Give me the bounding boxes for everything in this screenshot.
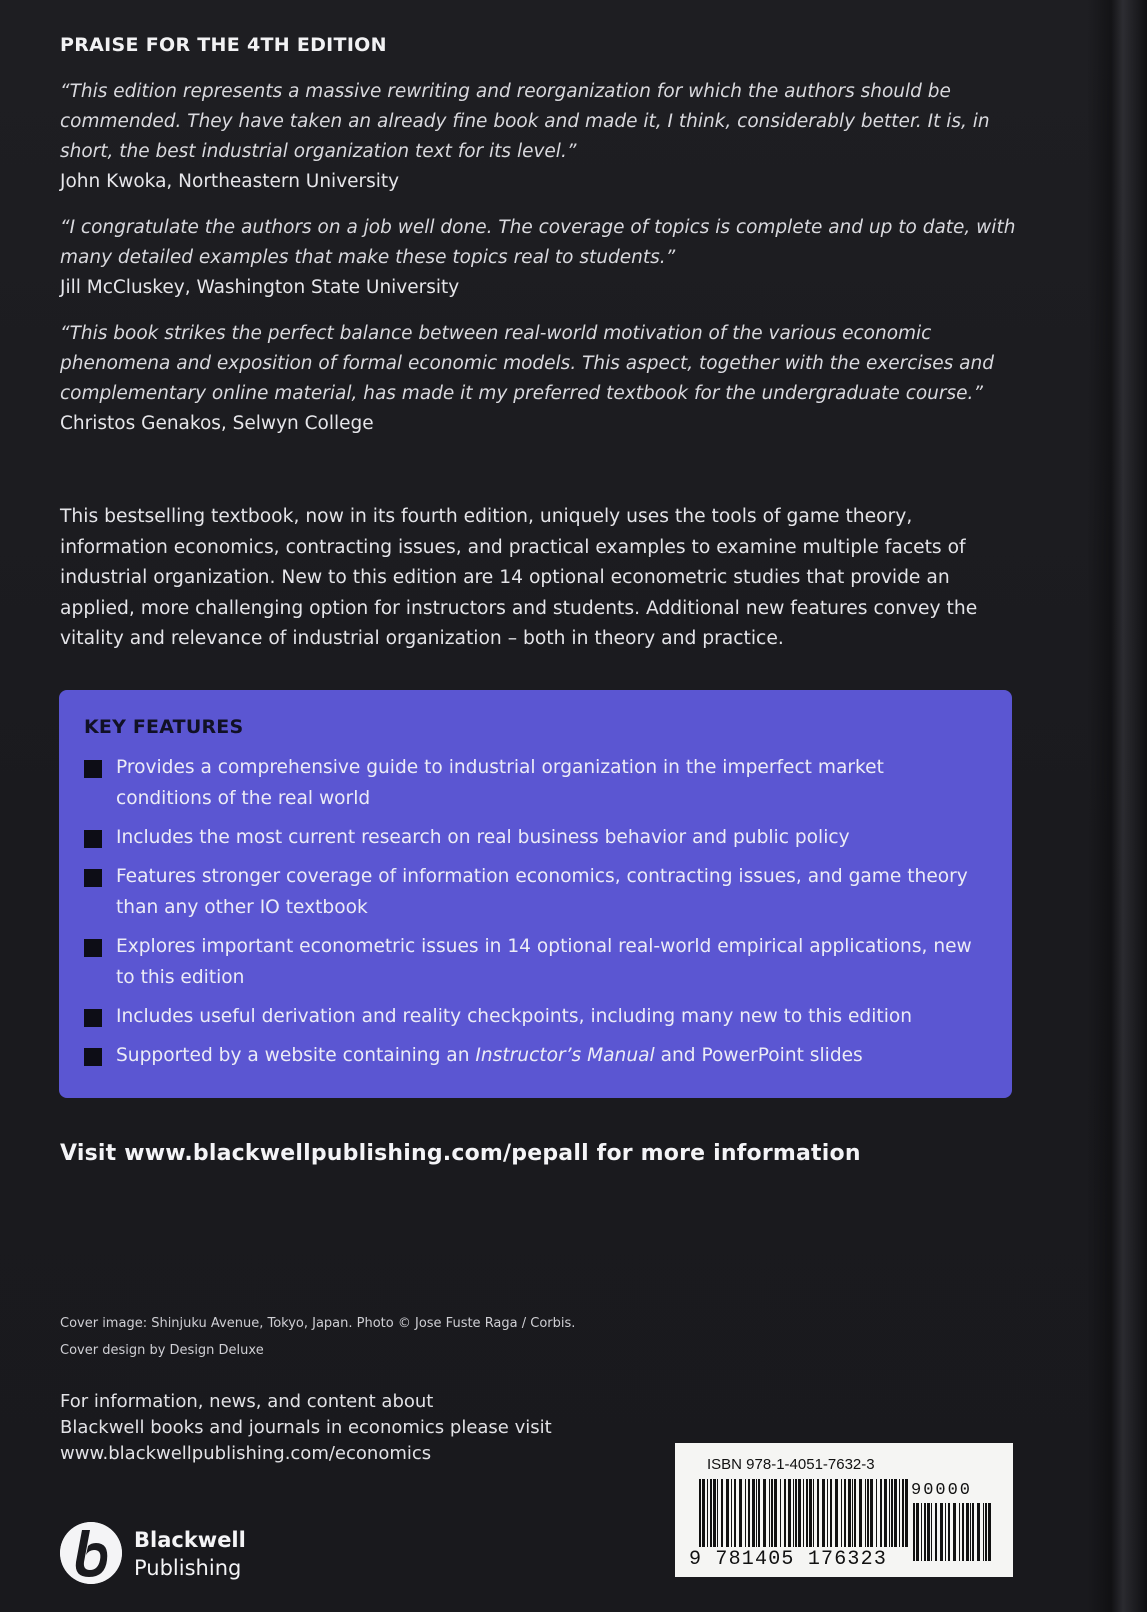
key-features-heading: KEY FEATURES (84, 716, 244, 738)
publisher-logo (60, 1518, 260, 1588)
barcode-bar (905, 1479, 908, 1547)
barcode-addon-digits: 90000 (911, 1481, 973, 1500)
barcode-bar (902, 1479, 904, 1547)
barcode-bar (830, 1479, 832, 1547)
barcode-bar (793, 1479, 794, 1547)
barcode-bar (822, 1479, 825, 1547)
barcode-bar (769, 1479, 770, 1547)
publisher-name-line1: Blackwell (134, 1528, 246, 1552)
info-line: For information, news, and content about (60, 1391, 434, 1412)
feature-text: Provides a comprehensive guide to industrial organization in the imperfect market conditions of the real world (116, 757, 884, 809)
barcode-bar (748, 1479, 750, 1547)
barcode-bar (894, 1479, 897, 1547)
square-bullet-icon (84, 1009, 102, 1027)
barcode-bar (827, 1479, 828, 1547)
barcode-bar (985, 1503, 987, 1561)
barcode-bar (763, 1479, 766, 1547)
cover-credits (60, 1310, 575, 1364)
barcode-bar (835, 1479, 838, 1547)
barcode-bar (841, 1479, 842, 1547)
barcode-bar (889, 1479, 890, 1547)
barcode-bar (726, 1479, 729, 1547)
barcode-bar (784, 1479, 786, 1547)
barcode-bar (848, 1479, 851, 1547)
barcode-bar (884, 1479, 887, 1547)
barcode-bar (959, 1503, 960, 1561)
barcode-bar (854, 1479, 856, 1547)
feature-text-emphasis: Instructor’s Manual (475, 1045, 655, 1066)
barcode-bar (817, 1479, 819, 1547)
feature-item (84, 822, 984, 853)
quote-text: “I congratulate the authors on a job well done. The coverage of topics is complete and up to date, with many detailed examples that make these topics real to students.” (60, 217, 1016, 268)
barcode-bar (921, 1503, 922, 1561)
barcode-bar (752, 1479, 755, 1547)
barcode-bar (870, 1479, 873, 1547)
feature-text: Supported by a website containing an (116, 1045, 476, 1066)
key-features-list (84, 752, 984, 1079)
cover-image-credit: Cover image: Shinjuku Avenue, Tokyo, Japan. Photo © Jose Fuste Raga / Corbis. (60, 1316, 576, 1331)
barcode-bar (876, 1479, 877, 1547)
key-features-box (59, 690, 1012, 1098)
barcode-bar (813, 1479, 814, 1547)
barcode-bar (780, 1479, 781, 1547)
barcode-addon-icon (911, 1503, 997, 1561)
barcode-bar (734, 1479, 736, 1547)
barcode-bar (739, 1479, 742, 1547)
barcode-bar (788, 1479, 791, 1547)
barcode-bar (852, 1479, 853, 1547)
barcode-bar (913, 1503, 915, 1561)
publisher-name (134, 1526, 246, 1582)
feature-item (84, 1001, 984, 1032)
barcode-icon (697, 1479, 909, 1547)
quote-text: “This edition represents a massive rewriting and reorganization for which the authors should be commended. They have taken an already fine book and made it, I think, considerably better. It is, in short, the best industrial organization text for its level.” (60, 81, 990, 162)
feature-item (84, 861, 984, 923)
barcode-bar (972, 1503, 974, 1561)
square-bullet-icon (84, 830, 102, 848)
barcode-bar (844, 1479, 846, 1547)
barcode-bar (795, 1479, 797, 1547)
quote-1 (60, 77, 1020, 197)
barcode-bar (758, 1479, 760, 1547)
barcode-bar (927, 1503, 930, 1561)
barcode-bar (948, 1503, 950, 1561)
barcode-bar (774, 1479, 777, 1547)
info-url: www.blackwellpublishing.com/economics (60, 1443, 432, 1464)
feature-text: and PowerPoint slides (654, 1045, 863, 1066)
barcode-label (675, 1443, 1013, 1577)
publisher-info (60, 1389, 620, 1467)
spine-edge (1087, 0, 1147, 1612)
quote-author: Christos Genakos, Selwyn College (60, 413, 374, 434)
barcode-bar (945, 1503, 946, 1561)
feature-item (84, 931, 984, 993)
barcode-bar (899, 1479, 900, 1547)
barcode-bar (798, 1479, 801, 1547)
barcode-bar (977, 1503, 980, 1561)
quote-author: John Kwoka, Northeastern University (60, 171, 400, 192)
quote-2 (60, 213, 1020, 303)
barcode-bar (771, 1479, 773, 1547)
barcode-bar (710, 1479, 712, 1547)
barcode-bar (745, 1479, 746, 1547)
praise-heading: PRAISE FOR THE 4TH EDITION (60, 34, 387, 56)
book-description: This bestselling textbook, now in its fourth edition, uniquely uses the tools of game theory, information economics, contracting issues, and practical examples to examine multiple facets of industrial organization. New to this edition are 14 optional econometric studies that provide an applied, more challenging option for instructors and students. Additional new features convey the vitality and relevance of industrial organization – both in theory and practice. (60, 506, 978, 649)
square-bullet-icon (84, 869, 102, 887)
barcode-bar (699, 1479, 701, 1547)
barcode-bar (721, 1479, 723, 1547)
feature-text: Includes the most current research on real business behavior and public policy (116, 827, 850, 848)
feature-text: Explores important econometric issues in 14 optional real-world empirical applications, new to this edition (116, 936, 972, 988)
cover-design-credit: Cover design by Design Deluxe (60, 1343, 264, 1358)
barcode-bar (865, 1479, 866, 1547)
barcode-bar (756, 1479, 757, 1547)
publisher-name-line2: Publishing (134, 1556, 242, 1580)
barcode-bar (713, 1479, 716, 1547)
barcode-bar (916, 1503, 919, 1561)
barcode-bar (867, 1479, 869, 1547)
barcode-bar (731, 1479, 732, 1547)
barcode-bar (970, 1503, 971, 1561)
quote-author: Jill McCluskey, Washington State University (60, 277, 460, 298)
barcode-digits: 9 781405 176323 (689, 1548, 888, 1571)
barcode-bar (806, 1479, 808, 1547)
barcode-bar (809, 1479, 812, 1547)
barcode-bar (924, 1503, 926, 1561)
barcode-bar (983, 1503, 984, 1561)
barcode-bar (931, 1503, 932, 1561)
barcode-bar (707, 1479, 708, 1547)
barcode-bar (880, 1479, 882, 1547)
info-line: Blackwell books and journals in economics please visit (60, 1417, 552, 1438)
isbn-text: ISBN 978-1-4051-7632-3 (707, 1456, 875, 1473)
feature-item (84, 1040, 984, 1071)
barcode-bar (859, 1479, 862, 1547)
barcode-bar (966, 1503, 969, 1561)
barcode-bar (803, 1479, 804, 1547)
barcode-bar (935, 1503, 937, 1561)
website-callout: Visit www.blackwellpublishing.com/pepall for more information (60, 1141, 861, 1166)
barcode-bar (962, 1503, 964, 1561)
feature-item (84, 752, 984, 814)
barcode-bar (953, 1503, 956, 1561)
square-bullet-icon (84, 760, 102, 778)
feature-text: Features stronger coverage of information economics, contracting issues, and game theory than any other IO textbook (116, 866, 968, 918)
barcode-bar (940, 1503, 943, 1561)
barcode-bar (891, 1479, 893, 1547)
quote-3 (60, 319, 1020, 439)
blackwell-logo-icon (60, 1522, 122, 1584)
square-bullet-icon (84, 1048, 102, 1066)
feature-text: Includes useful derivation and reality checkpoints, including many new to this edition (116, 1006, 913, 1027)
barcode-bar (988, 1503, 991, 1561)
barcode-bar (717, 1479, 718, 1547)
square-bullet-icon (84, 939, 102, 957)
quote-text: “This book strikes the perfect balance between real-world motivation of the various economic phenomena and exposition of formal economic models. This aspect, together with the exercises and complementary online material, has made it my preferred textbook for the undergraduate course.” (60, 323, 994, 404)
barcode-bar (702, 1479, 705, 1547)
